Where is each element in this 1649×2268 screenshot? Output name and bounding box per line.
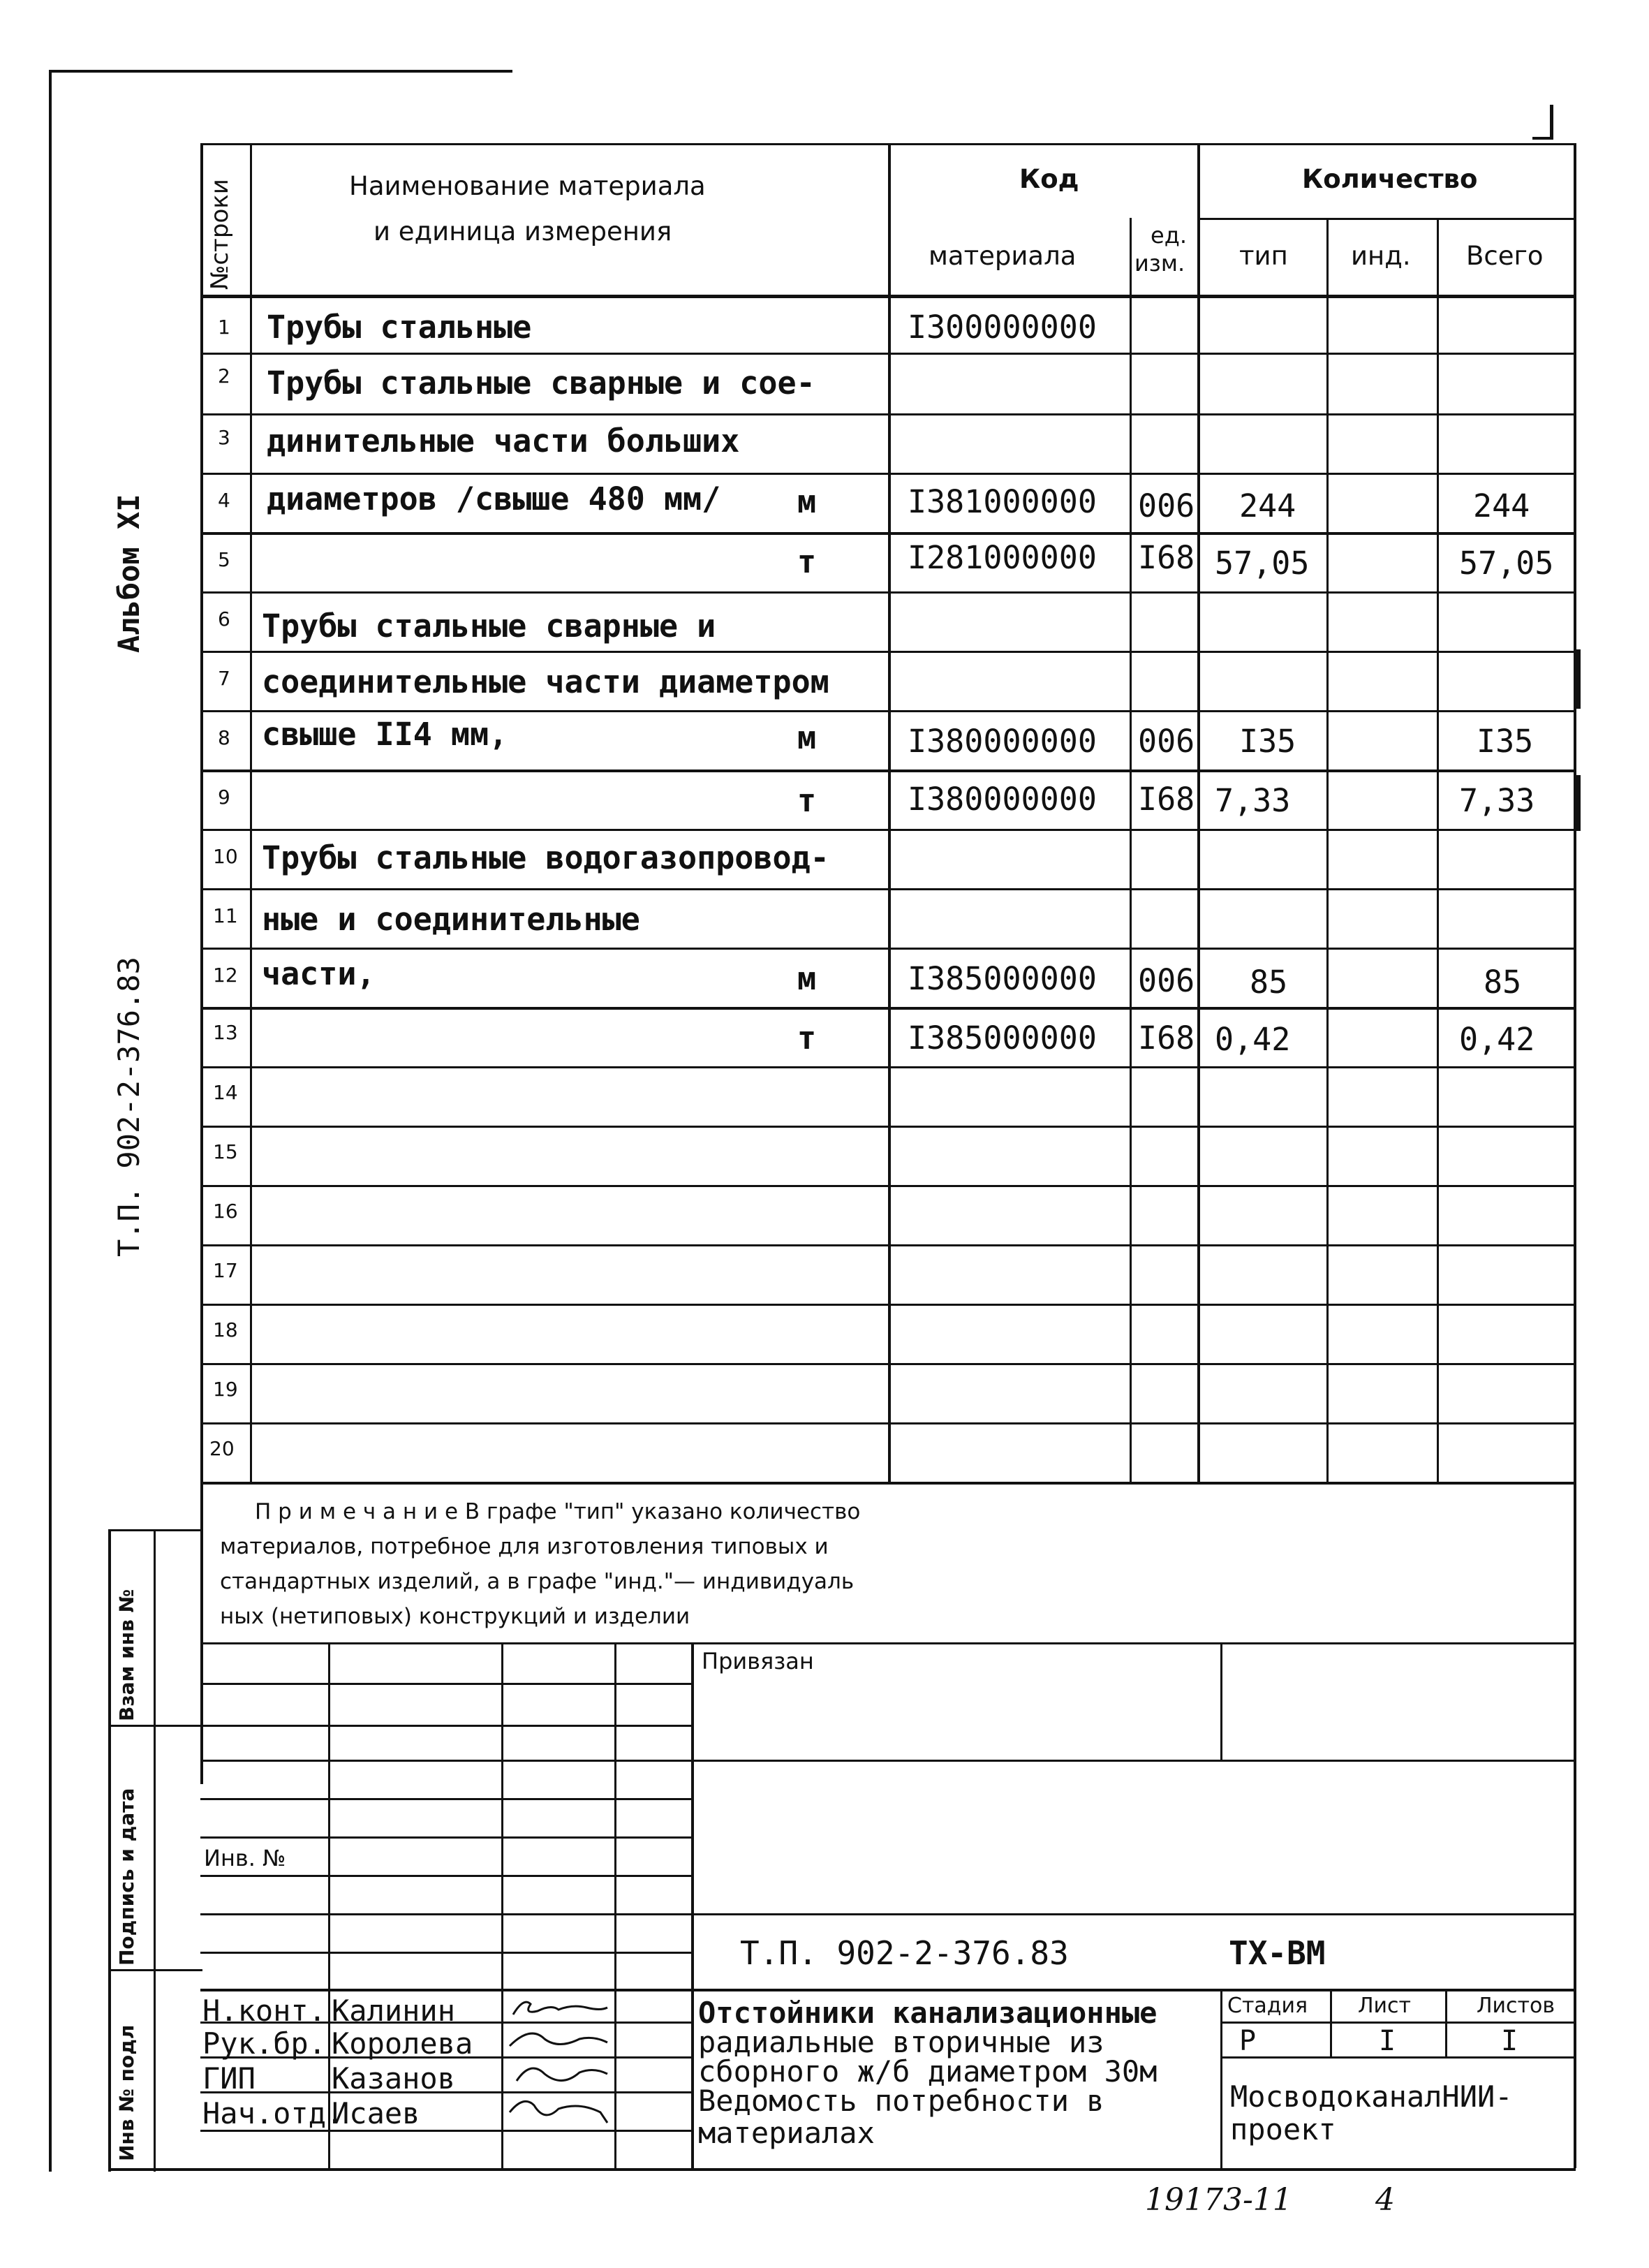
row-number: 12 — [213, 964, 238, 987]
stage-value: Р — [1239, 2025, 1257, 2057]
stage-label: Стадия — [1227, 1994, 1308, 2018]
row-unit-letter: м — [797, 483, 817, 520]
outer-frame-top — [49, 70, 512, 73]
row-number: 7 — [218, 667, 230, 690]
stamp-doc-code: Т.П. 902-2-376.83 — [740, 1934, 1069, 1972]
row-unit-code: I68 — [1138, 781, 1195, 818]
row-number: 13 — [213, 1021, 238, 1044]
row-number: 17 — [213, 1259, 238, 1282]
row-unit-letter: м — [797, 719, 817, 756]
row-unit-code: 006 — [1138, 962, 1195, 999]
row-qty-type: 244 — [1239, 487, 1296, 524]
row-number: 1 — [218, 316, 230, 339]
doc-title-line3: сборного ж/б диаметром 30м — [698, 2054, 1158, 2089]
row-number: 5 — [218, 548, 230, 571]
row-name: Трубы стальные сварные и — [262, 608, 716, 645]
row-number: 9 — [218, 786, 230, 809]
unit-header-line2: изм. — [1134, 250, 1185, 277]
row-number: 4 — [218, 489, 230, 512]
note-line3: стандартных изделий, а в графе "инд."— индивидуаль — [220, 1569, 855, 1594]
note-line2: материалов, потребное для изготовления типовых и — [220, 1534, 829, 1559]
row-name: Трубы стальные сварные и сое- — [267, 364, 815, 402]
signatures — [503, 1990, 618, 2168]
row-number: 16 — [213, 1200, 238, 1223]
row-number: 8 — [218, 726, 230, 749]
page-number: 4 — [1375, 2182, 1395, 2218]
row-unit-letter: т — [797, 543, 817, 580]
role-gip: ГИП — [202, 2061, 256, 2096]
row-number: 14 — [213, 1081, 238, 1104]
row-number: 10 — [213, 845, 238, 868]
row-qty-total: 7,33 — [1459, 782, 1535, 819]
name-koroleva: Королева — [332, 2026, 473, 2061]
doc-title-line1: Отстойники канализационные — [698, 1996, 1158, 2030]
row-unit-letter: м — [797, 960, 817, 997]
name-kalinin: Калинин — [332, 1994, 456, 2028]
row-unit-code: 006 — [1138, 487, 1195, 524]
name-isaev: Исаев — [332, 2096, 420, 2130]
qty-header: Количество — [1302, 164, 1478, 194]
row-code: I300000000 — [908, 309, 1097, 346]
row-number-header: №строки — [206, 179, 234, 290]
row-name: соединительные части диаметром — [262, 663, 829, 700]
row-number: 6 — [218, 608, 230, 631]
row-qty-type: 85 — [1250, 964, 1288, 1001]
role-nachotd: Нач.отд. — [202, 2096, 344, 2130]
row-name: свыше II4 мм, — [262, 716, 508, 753]
row-qty-total: 85 — [1484, 964, 1522, 1001]
row-name: ные и соединительные — [262, 901, 640, 938]
row-name: Трубы стальные — [267, 309, 532, 346]
name-header-line2: и единица измерения — [374, 216, 672, 246]
row-code: I281000000 — [908, 539, 1097, 576]
row-number: 11 — [213, 904, 238, 927]
row-code: I385000000 — [908, 1019, 1097, 1056]
row-qty-type: 57,05 — [1215, 545, 1310, 582]
podpis-data-label: Подпись и дата — [115, 1788, 138, 1966]
row-name: диаметров /свыше 480 мм/ — [267, 480, 721, 517]
row-number: 20 — [209, 1437, 235, 1460]
code-header: Код — [1019, 164, 1079, 194]
row-qty-total: 0,42 — [1459, 1021, 1535, 1058]
row-qty-total: 244 — [1473, 487, 1530, 524]
row-number: 3 — [218, 426, 230, 449]
inv-podl-label: Инв № подл — [115, 2024, 138, 2161]
row-unit-code: 006 — [1138, 723, 1195, 760]
row-qty-total: I35 — [1477, 723, 1534, 760]
row-name: части, — [262, 955, 376, 992]
doc-title-line4: Ведомость потребности в — [698, 2084, 1104, 2118]
sheet-value: I — [1379, 2025, 1396, 2057]
side-project-code: Т.П. 902-2-376.83 — [112, 957, 146, 1257]
name-kazanov: Казанов — [332, 2061, 456, 2096]
doc-title-line2: радиальные вторичные из — [698, 2025, 1104, 2059]
code-material-header: материала — [929, 241, 1077, 271]
row-qty-type: 7,33 — [1215, 782, 1291, 819]
row-qty-type: I35 — [1239, 723, 1296, 760]
row-unit-letter: т — [797, 1019, 817, 1056]
row-unit-letter: т — [797, 782, 817, 819]
album-label: Альбом XI — [112, 494, 146, 653]
note-line1: П р и м е ч а н и е В графе "тип" указано количество — [255, 1499, 861, 1524]
row-qty-total: 57,05 — [1459, 545, 1554, 582]
note-line4: ных (нетиповых) конструкций и изделии — [220, 1604, 690, 1629]
privyazan-label: Привязан — [702, 1648, 814, 1674]
row-code: I380000000 — [908, 723, 1097, 760]
role-nkont: Н.конт. — [202, 1994, 327, 2028]
unit-header-line1: ед. — [1151, 222, 1187, 249]
corner-mark — [1550, 105, 1553, 140]
name-header-line1: Наименование материала — [349, 171, 706, 201]
outer-frame-left — [49, 70, 52, 2172]
row-number: 18 — [213, 1318, 238, 1341]
row-number: 19 — [213, 1378, 238, 1401]
corner-mark-base — [1532, 137, 1553, 140]
qty-type-header: тип — [1239, 241, 1288, 271]
row-code: I381000000 — [908, 483, 1097, 520]
row-name: Трубы стальные водогазопровод- — [262, 839, 829, 876]
inv-number-label: Инв. № — [204, 1845, 286, 1871]
row-code: I385000000 — [908, 960, 1097, 997]
vzam-inv-label: Взам инв № — [115, 1589, 138, 1721]
qty-total-header: Всего — [1466, 241, 1544, 271]
row-code: I380000000 — [908, 781, 1097, 818]
org-line1: МосводоканалНИИ- — [1230, 2079, 1513, 2114]
row-number: 15 — [213, 1140, 238, 1163]
sheets-label: Листов — [1477, 1994, 1555, 2018]
row-qty-type: 0,42 — [1215, 1021, 1291, 1058]
row-unit-code: I68 — [1138, 539, 1195, 576]
qty-ind-header: инд. — [1351, 241, 1411, 271]
archive-number: 19173-11 — [1145, 2182, 1292, 2218]
role-rukbr: Рук.бр. — [202, 2026, 327, 2061]
org-line2: проект — [1230, 2112, 1336, 2146]
sheets-value: I — [1501, 2025, 1518, 2057]
stamp-mark: ТХ-ВМ — [1229, 1934, 1326, 1972]
sheet-label: Лист — [1358, 1994, 1412, 2018]
row-name: динительные части больших — [267, 422, 740, 459]
row-unit-code: I68 — [1138, 1019, 1195, 1056]
doc-title-line5: материалах — [698, 2116, 875, 2150]
row-number: 2 — [218, 364, 230, 388]
